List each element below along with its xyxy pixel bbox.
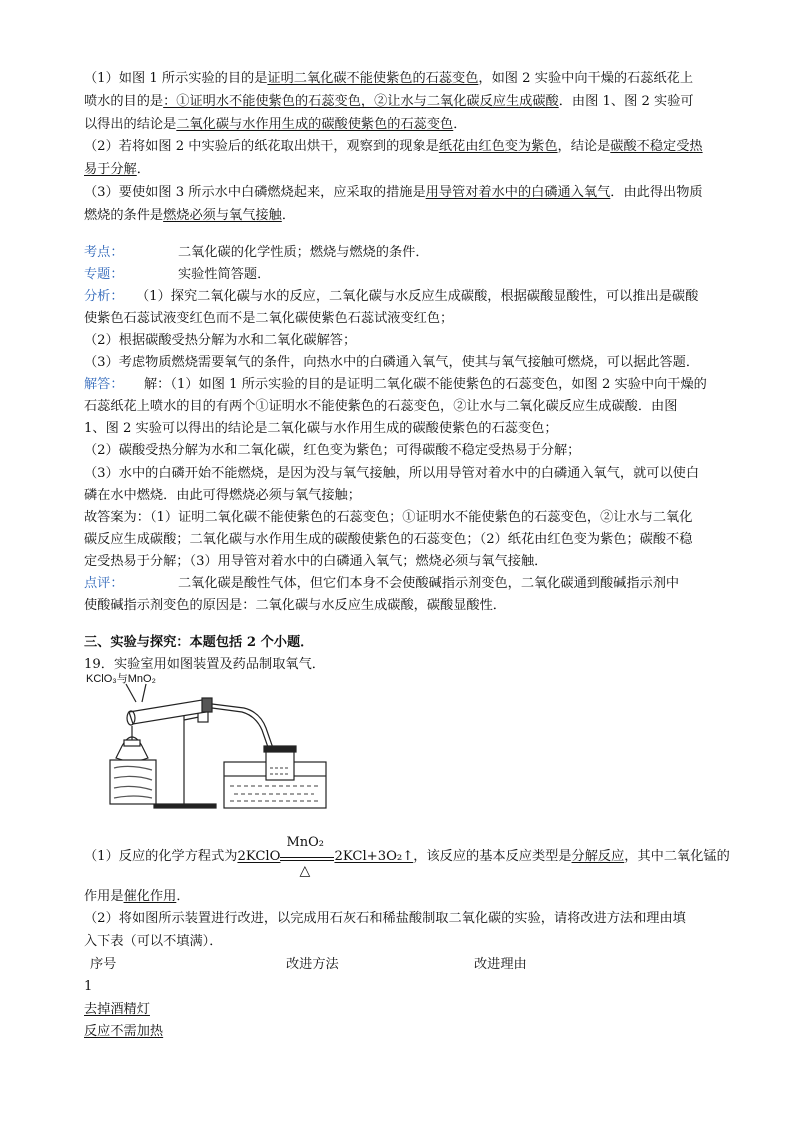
catalyst-role-answer: 催化作用 xyxy=(123,889,177,904)
answer-underline: 纸花由红色变为紫色 xyxy=(438,139,558,154)
answer-underline: 用导管对着水中的白磷通入氧气 xyxy=(425,185,611,200)
kaodian-line xyxy=(84,242,429,264)
text: ，其中二氧化锰的 xyxy=(624,849,730,864)
answer-underline: 易于分解 xyxy=(84,162,137,177)
dianping-text: 二氧化碳是酸性气体，但它们本身不会使酸碱指示剂变色，二氧化碳通到酸碱指示剂中 xyxy=(178,576,680,591)
kaodian-label: 考点： xyxy=(84,245,124,260)
apparatus-figure xyxy=(84,668,334,818)
equation-line xyxy=(84,835,730,879)
text: ，该反应的基本反应类型是 xyxy=(413,849,572,864)
answer-line-6 xyxy=(84,182,703,204)
section-heading: 三、实验与探究：本题包括 2 个小题． xyxy=(84,635,314,650)
col-no-header: 序号 xyxy=(90,957,117,972)
figure-label: KClO₃与MnO₂ xyxy=(86,673,156,685)
text: （1）如图 1 所示实验的目的是 xyxy=(84,71,268,86)
fenxi-text: （1）探究二氧化碳与水的反应，二氧化碳与水反应生成碳酸，根据碳酸显酸性，可以推出是碳酸 xyxy=(136,289,699,304)
text: 以得出的结论是 xyxy=(84,117,177,132)
answer-underline: 证明二氧化碳不能使紫色的石蕊变色 xyxy=(267,71,479,86)
text: ，如图 2 实验中向干燥的石蕊纸花上 xyxy=(478,71,694,86)
jieda-line-6: 磷在水中燃烧．由此可得燃烧必须与氧气接触； xyxy=(84,488,361,503)
zhuanti-text: 实验性简答题． xyxy=(178,267,271,282)
text: ，结论是 xyxy=(557,139,611,154)
col-method-header: 改进方法 xyxy=(286,957,339,972)
jieda-text: 解：（1）如图 1 所示实验的目的是证明二氧化碳不能使紫色的石蕊变色，如图 2 实验中向干燥的 xyxy=(144,377,707,392)
kaodian-text: 二氧化碳的化学性质；燃烧与燃烧的条件． xyxy=(178,245,429,260)
fenxi-line-2: 使紫色石蕊试液变红色而不是二氧化碳使紫色石蕊试液变红色； xyxy=(84,311,454,326)
row-1-no: 1 xyxy=(84,979,93,994)
dianping-line-2: 使酸碱指示剂变色的原因是：二氧化碳与水反应生成碳酸，碳酸显酸性． xyxy=(84,598,506,613)
answer-summary-line-1: 故答案为：（1）证明二氧化碳不能使紫色的石蕊变色；①证明水不能使紫色的石蕊变色，②让水与二氧化 xyxy=(84,510,693,525)
answer-summary-line-2: 碳反应生成碳酸；二氧化碳与水作用生成的碳酸使紫色的石蕊变色；（2）纸花由红色变为紫色；碳酸不稳 xyxy=(84,532,693,547)
equation-rhs: 2KCl+3O₂↑ xyxy=(334,849,414,864)
heat-symbol: △ xyxy=(299,863,311,879)
catalyst-label: MnO₂ xyxy=(286,835,325,850)
col-reason-header: 改进理由 xyxy=(474,957,527,972)
text: ．由图 1、图 2 实验可 xyxy=(558,94,694,109)
fenxi-label: 分析： xyxy=(84,289,124,304)
apparatus-drawing xyxy=(84,668,334,818)
q19-2-line-2: 入下表（可以不填满）． xyxy=(84,934,223,949)
answer-line-5 xyxy=(84,159,150,181)
jieda-line-2: 石蕊纸花上喷水的目的有两个①证明水不能使紫色的石蕊变色，②让水与二氧化碳反应生成碳酸．由图 xyxy=(84,399,678,414)
fenxi-line-3: （2）根据碳酸受热分解为水和二氧化碳解答； xyxy=(84,333,357,348)
answer-line-3 xyxy=(84,114,466,136)
answer-line-2 xyxy=(84,91,694,113)
equation-lhs: 2KClO xyxy=(237,849,281,864)
answer-line-4 xyxy=(84,136,703,158)
dianping-line-1 xyxy=(84,573,679,595)
text: （2）若将如图 2 中实验后的纸花取出烘干，观察到的现象是 xyxy=(84,139,439,154)
answer-underline: 燃烧必须与氧气接触 xyxy=(163,208,282,223)
text: ． xyxy=(176,889,190,904)
text: 喷水的目的是 xyxy=(84,94,164,109)
text: ． xyxy=(281,208,295,223)
zhuanti-label: 专题： xyxy=(84,267,124,282)
answer-line-7 xyxy=(84,205,295,227)
text: ．由此得出物质 xyxy=(610,185,703,200)
jieda-line-3: 1、图 2 实验可以得出的结论是二氧化碳与水作用生成的碳酸使紫色的石蕊变色； xyxy=(84,421,558,436)
answer-underline: ：①证明水不能使紫色的石蕊变色，②让水与二氧化碳反应生成碳酸 xyxy=(163,94,559,109)
q19-2-line-1: （2）将如图所示装置进行改进，以完成用石灰石和稀盐酸制取二氧化碳的实验，请将改进方法和理由填 xyxy=(84,911,686,926)
table-header xyxy=(84,954,527,976)
jieda-line-1 xyxy=(84,374,707,396)
answer-summary-line-3: 定受热易于分解；（3）用导管对着水中的白磷通入氧气；燃烧必须与氧气接触． xyxy=(84,554,548,569)
text: 燃烧的条件是 xyxy=(84,208,164,223)
jieda-line-5: （3）水中的白磷开始不能燃烧，是因为没与氧气接触，所以用导管对着水中的白磷通入氧气，就可以使白 xyxy=(84,466,700,481)
text: 作用是 xyxy=(84,889,124,904)
jieda-label: 解答： xyxy=(84,377,124,392)
dianping-label: 点评： xyxy=(84,576,124,591)
row-1-reason: 反应不需加热 xyxy=(84,1024,164,1039)
text: （3）要使如图 3 所示水中白磷燃烧起来，应采取的措施是 xyxy=(84,185,426,200)
text: （1）反应的化学方程式为 xyxy=(84,849,238,864)
answer-underline: 二氧化碳与水作用生成的碳酸使紫色的石蕊变色 xyxy=(176,117,454,132)
jieda-line-4: （2）碳酸受热分解为水和二氧化碳，红色变为紫色；可得碳酸不稳定受热易于分解； xyxy=(84,443,581,458)
text: ． xyxy=(453,117,467,132)
fenxi-line-1 xyxy=(84,286,698,308)
fenxi-line-4: （3）考虑物质燃烧需要氧气的条件，向热水中的白磷通入氧气，使其与氧气接触可燃烧，可以据此答题． xyxy=(84,355,700,370)
reaction-type-answer: 分解反应 xyxy=(571,849,625,864)
zhuanti-line xyxy=(84,264,270,286)
answer-underline: 碳酸不稳定受热 xyxy=(610,139,703,154)
text: ． xyxy=(136,162,150,177)
row-1-method: 去掉酒精灯 xyxy=(84,1002,150,1017)
catalyst-role-line xyxy=(84,886,190,908)
reaction-condition xyxy=(280,835,334,879)
question-19: 19．实验室用如图装置及药品制取氧气． xyxy=(84,657,325,672)
answer-line-1 xyxy=(84,68,693,90)
